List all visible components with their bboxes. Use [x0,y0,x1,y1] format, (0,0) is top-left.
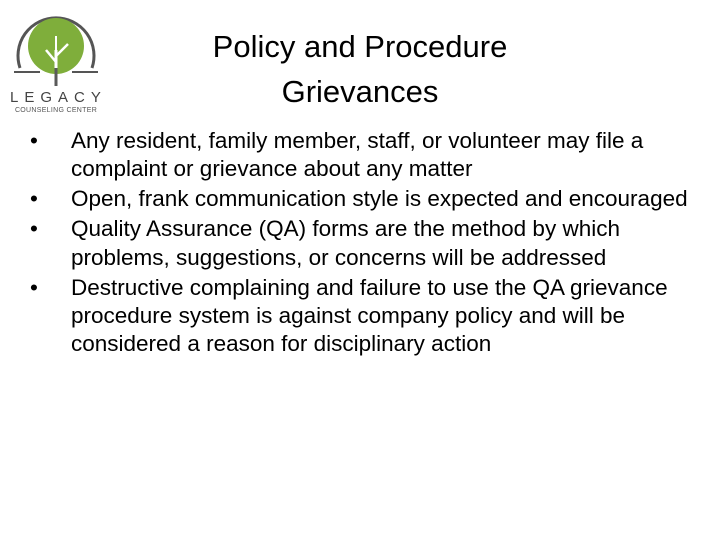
bullet-item [30,215,690,272]
bullet-text: Quality Assurance (QA) forms are the method by which problems, suggestions, or concerns will be addressed [71,216,620,270]
bullet-text: Open, frank communication style is expected and encouraged [71,186,688,212]
logo-subtitle: COUNSELING CENTER [14,107,98,114]
bullet-text: Any resident, family member, staff, or volunteer may file a complaint or grievance about any matter [71,128,644,182]
bullet-list [30,127,690,360]
slide-title [150,24,570,114]
bullet-icon: • [30,274,38,300]
title-line-2: Grievances [281,74,439,109]
bullet-icon: • [30,128,38,153]
title-line-1: Policy and Procedure [212,29,508,64]
logo-wordmark: LEGACY [10,89,107,106]
company-logo [6,6,106,118]
bullet-icon: • [30,186,38,212]
bullet-text: Destructive complaining and failure to use the QA grievance procedure system is against company policy and will be considered a reason for disciplinary action [71,274,668,357]
tree-icon [6,6,106,96]
bullet-item [30,127,690,184]
bullet-item [30,185,690,213]
bullet-item [30,274,690,359]
bullet-icon: • [30,216,38,242]
